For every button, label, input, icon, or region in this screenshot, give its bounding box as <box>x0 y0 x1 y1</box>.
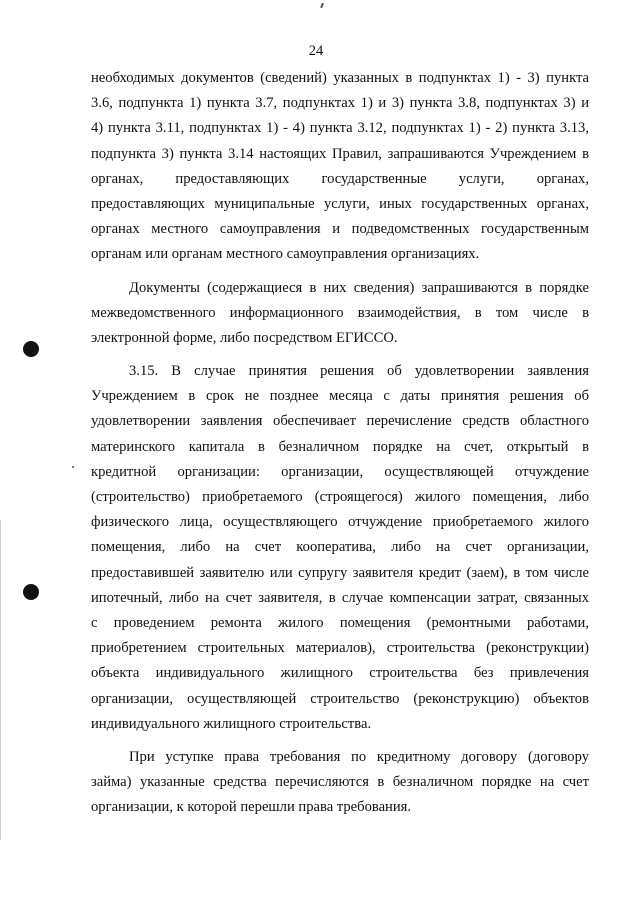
text-line: помещения, либо на счет кооператива, либо на счет организации, <box>91 539 589 556</box>
punch-hole <box>23 341 39 357</box>
text-line: межведомственного информационного взаимодействия, в том числе в <box>91 304 589 321</box>
text-line: При уступке права требования по кредитному договору (договору <box>129 748 589 765</box>
text-line: подпункта 3) пункта 3.14 настоящих Правил, запрашиваются Учреждением в <box>91 145 589 162</box>
page-number: 24 <box>308 43 324 59</box>
text-line: физического лица, осуществляющего отчуждение приобретаемого жилого <box>91 514 589 531</box>
text-line: органах, предоставляющих государственные услуги, органах, <box>91 170 589 187</box>
text-line: удовлетворении заявления обеспечивает перечисление средств областного <box>91 413 589 430</box>
text-line: материнского капитала в безналичном порядке на счет, открытый в <box>91 438 589 455</box>
text-line: объекта индивидуального жилищного строительства без привлечения <box>91 665 589 682</box>
text-line: Документы (содержащиеся в них сведения) запрашиваются в порядке <box>129 279 589 296</box>
punch-hole <box>23 584 39 600</box>
paragraph-4 <box>91 745 589 821</box>
text-line: электронной форме, либо посредством ЕГИССО. <box>91 329 398 346</box>
text-line: с проведением ремонта жилого помещения (ремонтными работами, <box>91 614 589 631</box>
paragraph-3 <box>91 359 589 737</box>
text-line: индивидуального жилищного строительства. <box>91 715 372 732</box>
text-line: займа) указанные средства перечисляются в безналичном порядке на счет <box>91 774 589 791</box>
scan-edge-line <box>0 520 1 840</box>
text-line: (строительство) приобретаемого (строящегося) жилого помещения, либо <box>91 489 589 505</box>
scan-speck <box>320 3 324 8</box>
text-line: 4) пункта 3.11, подпунктах 1) - 4) пункта 3.12, подпунктах 1) - 2) пункта 3.13, <box>91 120 589 137</box>
document-body <box>91 66 589 820</box>
text-line: предоставляющих муниципальные услуги, иных государственных органах, <box>91 195 589 212</box>
text-line: предоставившей заявителю или супругу заявителя кредит (заем), в том числе <box>91 564 589 581</box>
text-line: 3.6, подпункта 1) пункта 3.7, подпунктах 1) и 3) пункта 3.8, подпунктах 3) и <box>91 95 589 112</box>
text-line: органам или органам местного самоуправления организациях. <box>91 246 480 263</box>
text-line: необходимых документов (сведений) указанных в подпунктах 1) - 3) пункта <box>91 70 589 86</box>
text-line: органах местного самоуправления и подведомственных государственным <box>91 221 589 238</box>
text-line: Учреждением в срок не позднее месяца с даты принятия решения об <box>91 388 589 405</box>
text-line: приобретением строительных материалов), строительства (реконструкции) <box>91 640 589 657</box>
paragraph-1 <box>91 66 589 268</box>
scan-speck <box>72 466 74 468</box>
text-line: ипотечный, либо на счет заявителя, в случае компенсации затрат, связанных <box>91 589 589 606</box>
text-line: 3.15. В случае принятия решения об удовлетворении заявления <box>129 363 589 380</box>
text-line: организации, осуществляющей строительство (реконструкцию) объектов <box>91 690 589 707</box>
text-line: кредитной организации: организации, осуществляющей отчуждение <box>91 463 589 480</box>
text-line: организации, к которой перешли права требования. <box>91 799 412 816</box>
paragraph-2 <box>91 276 589 352</box>
